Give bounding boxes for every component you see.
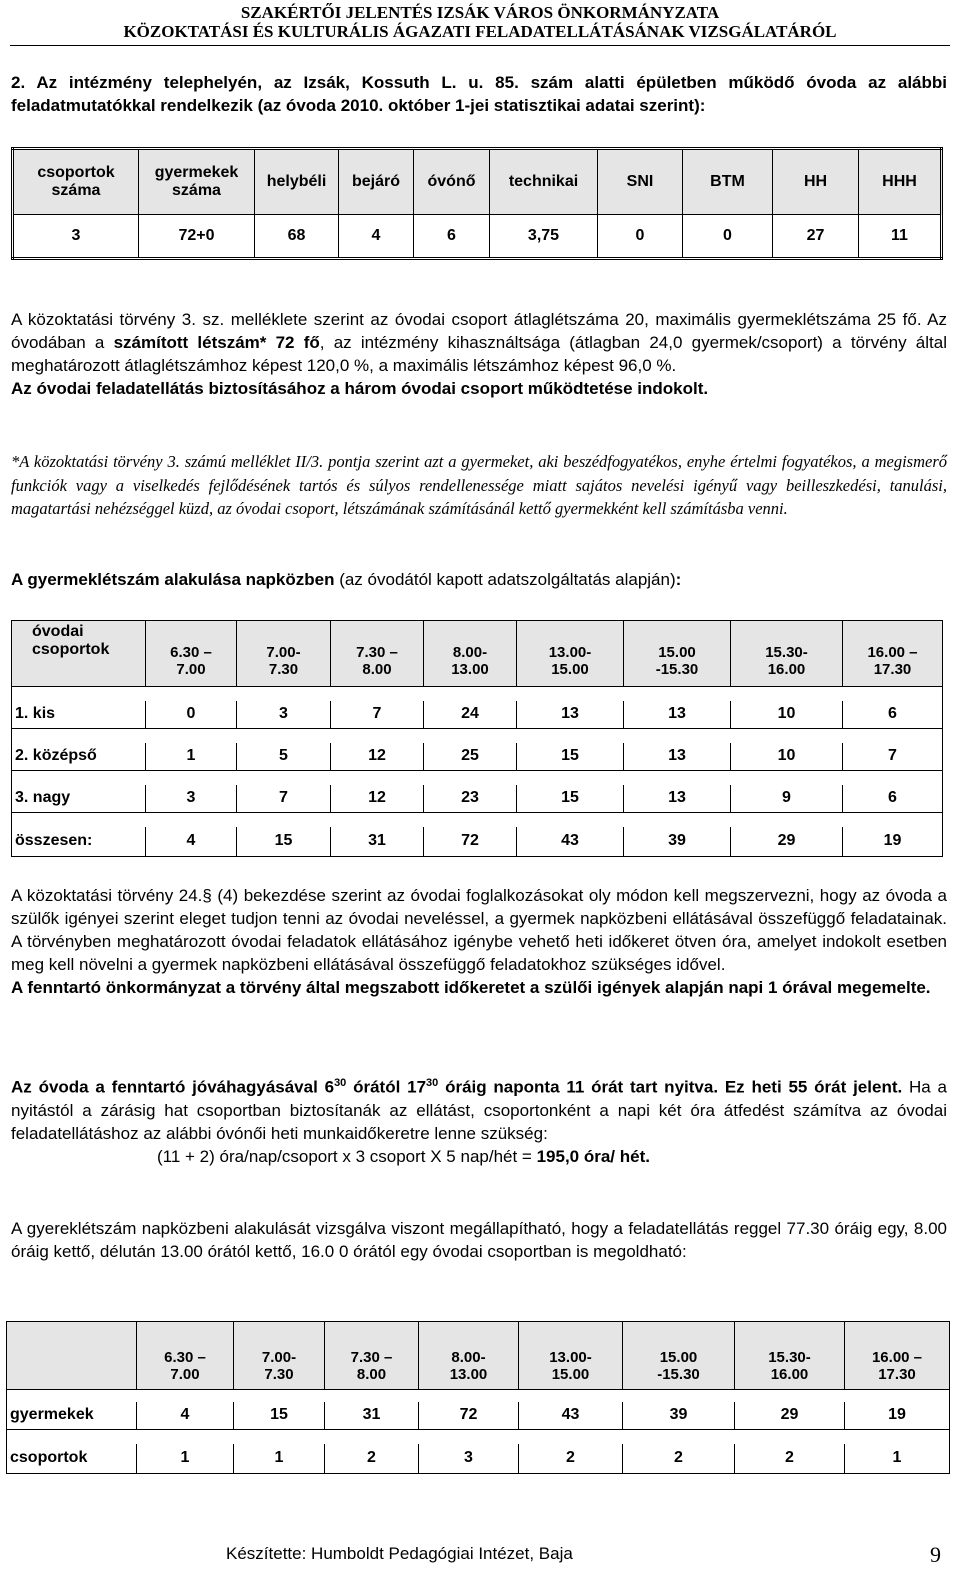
page-number: 9	[930, 1542, 941, 1567]
summary-cell: 3	[419, 1444, 519, 1474]
summary-cell: 72	[419, 1402, 519, 1430]
stats-value-cell: 6	[414, 215, 490, 259]
daily-headcount-table	[11, 620, 943, 857]
footnote: *A közoktatási törvény 3. számú melléklet II/3. pontja szerint azt a gyermeket, aki beszédfogyatékos, enyhe értelmi fogyatékos, a megismerő funkciók vagy a viselkedés fejlődésének tartós és súlyos rendellenessége miatt sajátos nevelési igényű vagy beilleszkedési, tanulási, magatartási nehézséggel küzd, az óvodai csoport, létszámának számításánál kettő gyermekként kell számításba venni.	[11, 452, 947, 518]
time-slot-header: 16.00 – 17.30	[843, 621, 943, 687]
summary-header-row	[7, 1322, 950, 1390]
stats-header-cell: BTM	[683, 149, 773, 215]
headcount-cell: 23	[424, 785, 517, 813]
spacer-row	[12, 729, 943, 743]
spacer-row	[12, 687, 943, 701]
opening-text-d: Ha a nyitástól a zárásig hat csoportban biztosítanák az ellátást, csoportonként a napi két óra átfedést számítva az óvodai feladatellátáshoz az alábbi óvónői heti munkaidőkeretre lenne szükség:	[11, 1077, 947, 1143]
stats-header-cell: helybéli	[255, 149, 339, 215]
intro-paragraph: 2. Az intézmény telephelyén, az Izsák, Kossuth L. u. 85. szám alatti épületben működő óvoda az alábbi feladatmutatókkal rendelkezik (az óvoda 2010. október 1-jei statisztikai adatai szerint):	[11, 73, 947, 115]
summary-row-label: gyermekek	[7, 1402, 137, 1430]
time-slot-header: 7.30 – 8.00	[325, 1322, 419, 1390]
stats-header-cell: csoportok száma	[13, 149, 139, 215]
headcount-cell: 3	[146, 785, 237, 813]
computed-headcount: számított létszám* 72 fő	[113, 333, 320, 352]
spacer-row	[7, 1390, 950, 1402]
opening-sup-b: 30	[426, 1077, 439, 1089]
stats-value-cell: 3,75	[490, 215, 598, 259]
stats-value-cell: 27	[773, 215, 859, 259]
stats-header-cell: bejáró	[339, 149, 414, 215]
summary-corner-cell	[7, 1322, 137, 1390]
headcount-cell: 6	[843, 701, 943, 729]
headcount-cell: 25	[424, 743, 517, 771]
time-slot-header: 13.00- 15.00	[519, 1322, 623, 1390]
capacity-paragraph	[11, 308, 947, 400]
capacity-text-a: A közoktatási törvény 3. sz. melléklete szerint az óvodai csoport átlaglétszáma 20, maximális gyermeklétszáma 25 fő. Az óvodában a	[11, 310, 947, 352]
formula-result: 195,0 óra/ hét.	[536, 1146, 650, 1166]
summary-cell: 15	[234, 1402, 325, 1430]
headcount-cell: 13	[517, 701, 624, 729]
stats-value-cell: 11	[859, 215, 942, 259]
daily-header-row	[12, 621, 943, 687]
summary-cell: 1	[234, 1444, 325, 1474]
section-title-colon: :	[675, 570, 682, 589]
summary-cell: 39	[623, 1402, 735, 1430]
time-slot-header: 7.00- 7.30	[234, 1322, 325, 1390]
total-cell: 29	[731, 827, 843, 857]
summary-cell: 19	[845, 1402, 950, 1430]
stats-value-cell: 0	[598, 215, 683, 259]
headcount-cell: 12	[331, 785, 424, 813]
stats-header-row	[13, 149, 942, 215]
opening-hours-paragraph	[11, 1072, 947, 1168]
footer-credit: Készítette: Humboldt Pedagógiai Intézet, Baja	[226, 1544, 573, 1563]
daily-data-row	[12, 785, 943, 813]
summary-cell: 2	[325, 1444, 419, 1474]
daily-corner-cell: óvodai csoportok	[12, 621, 146, 687]
daily-data-row	[12, 701, 943, 729]
stats-header-cell: HH	[773, 149, 859, 215]
daily-data-row	[12, 743, 943, 771]
time-slot-header: 8.00- 13.00	[424, 621, 517, 687]
total-cell: 31	[331, 827, 424, 857]
summary-table	[6, 1321, 950, 1474]
law-conclusion: A fenntartó önkormányzat a törvény által megszabott időkeretet a szülői igények alapján napi 1 órával megemelte.	[11, 978, 931, 997]
summary-cell: 1	[845, 1444, 950, 1474]
total-cell: 4	[146, 827, 237, 857]
summary-cell: 2	[623, 1444, 735, 1474]
headcount-cell: 10	[731, 701, 843, 729]
time-slot-header: 15.00 -15.30	[623, 1322, 735, 1390]
headcount-cell: 13	[624, 785, 731, 813]
stats-header-cell: SNI	[598, 149, 683, 215]
summary-cell: 2	[519, 1444, 623, 1474]
stats-header-cell: HHH	[859, 149, 942, 215]
summary-cell: 4	[137, 1402, 234, 1430]
stats-value-cell: 4	[339, 215, 414, 259]
time-slot-header: 15.00 -15.30	[624, 621, 731, 687]
time-slot-header: 7.30 – 8.00	[331, 621, 424, 687]
time-slot-header: 15.30- 16.00	[731, 621, 843, 687]
spacer-row	[7, 1430, 950, 1444]
headcount-cell: 15	[517, 743, 624, 771]
formula-line	[11, 1145, 947, 1168]
time-slot-header: 15.30- 16.00	[735, 1322, 845, 1390]
total-cell: 43	[517, 827, 624, 857]
stats-value-row	[13, 215, 942, 259]
stats-value-cell: 3	[13, 215, 139, 259]
summary-row-label: csoportok	[7, 1444, 137, 1474]
stats-table	[11, 147, 943, 260]
headcount-cell: 3	[237, 701, 331, 729]
law-text: A közoktatási törvény 24.§ (4) bekezdése szerint az óvodai foglalkozásokat oly módon kell megszervezni, hogy az óvoda a szülők igényei szerint eleget tudjon tenni az óvodai neveléssel, a gyermek napközbeni ellátásával összefüggő feladatainak. A törvényben meghatározott óvodai feladatok ellátásához igénybe vehető heti időkeret ötven óra, amelyet indokolt esetben meg kell növelni a gyermek napközbeni ellátásával összefüggő feladatokhoz szükséges idővel.	[11, 886, 947, 974]
header-divider	[10, 45, 950, 46]
conclusion-paragraph: A gyereklétszám napközbeni alakulását vizsgálva viszont megállapítható, hogy a feladatellátás reggel 77.30 óráig egy, 8.00 óráig kettő, délután 13.00 órától kettő, 16.0 0 órától egy óvodai csoportban is megoldható:	[11, 1219, 947, 1261]
headcount-cell: 24	[424, 701, 517, 729]
time-slot-header: 8.00- 13.00	[419, 1322, 519, 1390]
formula-text: (11 + 2) óra/nap/csoport x 3 csoport X 5 nap/hét =	[157, 1146, 537, 1166]
summary-cell: 31	[325, 1402, 419, 1430]
time-slot-header: 16.00 – 17.30	[845, 1322, 950, 1390]
headcount-cell: 13	[624, 743, 731, 771]
summary-cell: 2	[735, 1444, 845, 1474]
headcount-cell: 7	[843, 743, 943, 771]
daily-total-row	[12, 827, 943, 857]
total-cell: 19	[843, 827, 943, 857]
time-slot-header: 13.00- 15.00	[517, 621, 624, 687]
headcount-cell: 7	[237, 785, 331, 813]
headcount-cell: 10	[731, 743, 843, 771]
headcount-cell: 0	[146, 701, 237, 729]
opening-sup-a: 30	[334, 1077, 347, 1089]
total-cell: 39	[624, 827, 731, 857]
stats-value-cell: 72+0	[139, 215, 255, 259]
time-slot-header: 7.00- 7.30	[237, 621, 331, 687]
opening-text-b: órától 17	[346, 1077, 427, 1097]
summary-data-row	[7, 1402, 950, 1430]
law-paragraph	[11, 884, 947, 999]
stats-value-cell: 0	[683, 215, 773, 259]
section-title-bold: A gyermeklétszám alakulása napközben	[11, 570, 335, 589]
summary-data-row	[7, 1444, 950, 1474]
headcount-cell: 7	[331, 701, 424, 729]
stats-header-cell: technikai	[490, 149, 598, 215]
headcount-cell: 9	[731, 785, 843, 813]
headcount-cell: 13	[624, 701, 731, 729]
stats-header-cell: óvónő	[414, 149, 490, 215]
time-slot-header: 6.30 – 7.00	[146, 621, 237, 687]
headcount-cell: 5	[237, 743, 331, 771]
header-line-2: KÖZOKTATÁSI ÉS KULTURÁLIS ÁGAZATI FELADATELLÁTÁSÁNAK VIZSGÁLATÁRÓL	[123, 22, 837, 41]
stats-header-cell: gyermekek száma	[139, 149, 255, 215]
group-label: 1. kis	[12, 701, 146, 729]
header-line-1: SZAKÉRTŐI JELENTÉS IZSÁK VÁROS ÖNKORMÁNYZATA	[240, 3, 720, 22]
group-label: 2. középső	[12, 743, 146, 771]
summary-cell: 43	[519, 1402, 623, 1430]
headcount-cell: 12	[331, 743, 424, 771]
stats-value-cell: 68	[255, 215, 339, 259]
section-title	[11, 568, 947, 591]
spacer-row	[12, 813, 943, 827]
summary-cell: 29	[735, 1402, 845, 1430]
opening-text-a: Az óvoda a fenntartó jóváhagyásával 6	[11, 1077, 335, 1097]
total-cell: 72	[424, 827, 517, 857]
time-slot-header: 6.30 – 7.00	[137, 1322, 234, 1390]
headcount-cell: 6	[843, 785, 943, 813]
total-label: összesen:	[12, 827, 146, 857]
opening-text-c: óráig naponta 11 órát tart nyitva. Ez heti 55 órát jelent.	[438, 1077, 903, 1097]
capacity-text-b: , az intézmény kihasználtsága (átlagban 24,0 gyermek/csoport) a törvény által meghatározott átlaglétszámhoz képest 120,0 %, a maximális létszámhoz képest 96,0 %.	[11, 333, 947, 375]
summary-cell: 1	[137, 1444, 234, 1474]
headcount-cell: 15	[517, 785, 624, 813]
spacer-row	[12, 771, 943, 785]
headcount-cell: 1	[146, 743, 237, 771]
group-label: 3. nagy	[12, 785, 146, 813]
section-title-normal: (az óvodától kapott adatszolgáltatás alapján)	[334, 570, 676, 589]
total-cell: 15	[237, 827, 331, 857]
capacity-conclusion: Az óvodai feladatellátás biztosításához a három óvodai csoport működtetése indokolt.	[11, 379, 709, 398]
